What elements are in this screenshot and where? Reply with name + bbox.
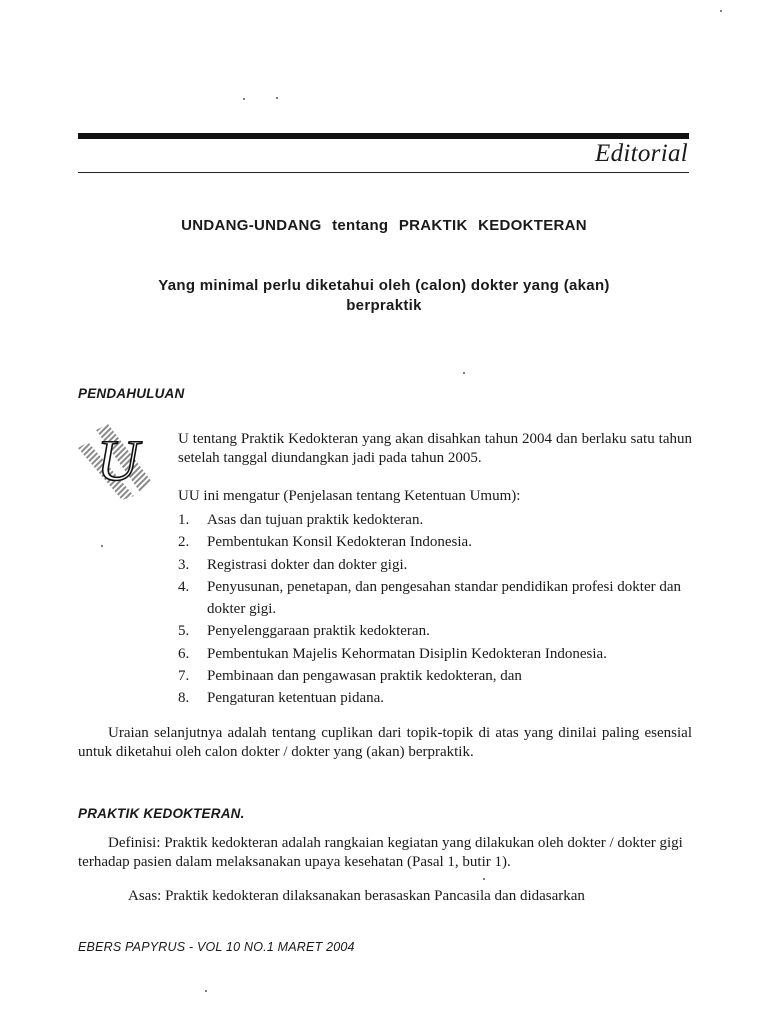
header-rule-thin bbox=[78, 172, 689, 173]
section-label: Editorial bbox=[595, 140, 688, 167]
header-rule-thick bbox=[78, 133, 689, 139]
intro-paragraph: U tentang Praktik Kedokteran yang akan disahkan tahun 2004 dan berlaku satu tahun setelah tanggal diundangkan jadi pada tahun 2005. bbox=[178, 431, 692, 466]
list-item-text: Pengaturan ketentuan pidana. bbox=[207, 690, 385, 707]
list-item bbox=[178, 576, 692, 621]
list-item-text: Pembentukan Konsil Kedokteran Indonesia. bbox=[207, 534, 472, 551]
subtitle-line-2: berpraktik bbox=[346, 297, 422, 314]
list-item-number: 7. bbox=[178, 668, 190, 685]
drop-cap-letter: U bbox=[97, 428, 139, 493]
scan-speck bbox=[276, 97, 278, 99]
summary-paragraph: Uraian selanjutnya adalah tentang cuplikan dari topik-topik di atas yang dinilai paling esensial untuk diketahui oleh calon dokter / dokter yang (akan) berpraktik. bbox=[78, 725, 692, 760]
article-title: UNDANG-UNDANG tentang PRAKTIK KEDOKTERAN bbox=[181, 217, 587, 234]
drop-cap-graphic bbox=[76, 422, 160, 502]
list-item-text: Penyelenggaraan praktik kedokteran. bbox=[207, 623, 430, 640]
list-item-text: Asas dan tujuan praktik kedokteran. bbox=[207, 512, 424, 528]
article-subtitle bbox=[78, 276, 690, 316]
list-item-number: 6. bbox=[178, 645, 190, 662]
heading-pendahuluan: PENDAHULUAN bbox=[78, 386, 185, 401]
list-item bbox=[178, 665, 692, 687]
uu-topic-list bbox=[178, 509, 692, 710]
list-item-number: 3. bbox=[178, 556, 190, 573]
decorative-drop-cap-u-icon bbox=[76, 422, 160, 502]
uu-lead-paragraph: UU ini mengatur (Penjelasan tentang Ketentuan Umum): bbox=[178, 488, 521, 504]
list-item bbox=[178, 687, 692, 709]
subtitle-line-1: Yang minimal perlu diketahui oleh (calon) dokter yang (akan) bbox=[158, 277, 610, 294]
list-item-text: Registrasi dokter dan dokter gigi. bbox=[207, 556, 408, 573]
list-item bbox=[178, 554, 692, 576]
heading-praktik-kedokteran: PRAKTIK KEDOKTERAN. bbox=[78, 806, 245, 821]
list-item-number: 8. bbox=[178, 690, 190, 707]
list-item-number: 4. bbox=[178, 578, 190, 595]
scan-speck bbox=[483, 878, 485, 880]
list-item-number: 1. bbox=[178, 512, 190, 528]
list-item bbox=[178, 531, 692, 553]
scan-speck bbox=[101, 545, 103, 547]
scan-speck bbox=[205, 990, 207, 992]
list-item-number: 2. bbox=[178, 534, 190, 551]
list-item-text: Penyusunan, penetapan, dan pengesahan standar pendidikan profesi dokter dan dokter gigi. bbox=[207, 578, 682, 618]
list-item-text: Pembentukan Majelis Kehormatan Disiplin Kedokteran Indonesia. bbox=[207, 645, 607, 662]
list-item bbox=[178, 509, 692, 531]
scan-speck bbox=[720, 10, 722, 12]
list-item bbox=[178, 643, 692, 665]
scan-speck bbox=[243, 98, 245, 100]
scan-speck bbox=[463, 372, 465, 374]
asas-paragraph: Asas: Praktik kedokteran dilaksanakan berasaskan Pancasila dan didasarkan bbox=[128, 888, 585, 904]
list-item-text: Pembinaan dan pengawasan praktik kedokteran, dan bbox=[207, 668, 522, 685]
list-item bbox=[178, 620, 692, 642]
definition-paragraph: Definisi: Praktik kedokteran adalah rangkaian kegiatan yang dilakukan oleh dokter / dokter gigi terhadap pasien dalam melaksanakan upaya kesehatan (Pasal 1, butir 1). bbox=[78, 835, 683, 870]
list-item-number: 5. bbox=[178, 623, 190, 640]
journal-footer: EBERS PAPYRUS - VOL 10 NO.1 MARET 2004 bbox=[78, 940, 355, 954]
